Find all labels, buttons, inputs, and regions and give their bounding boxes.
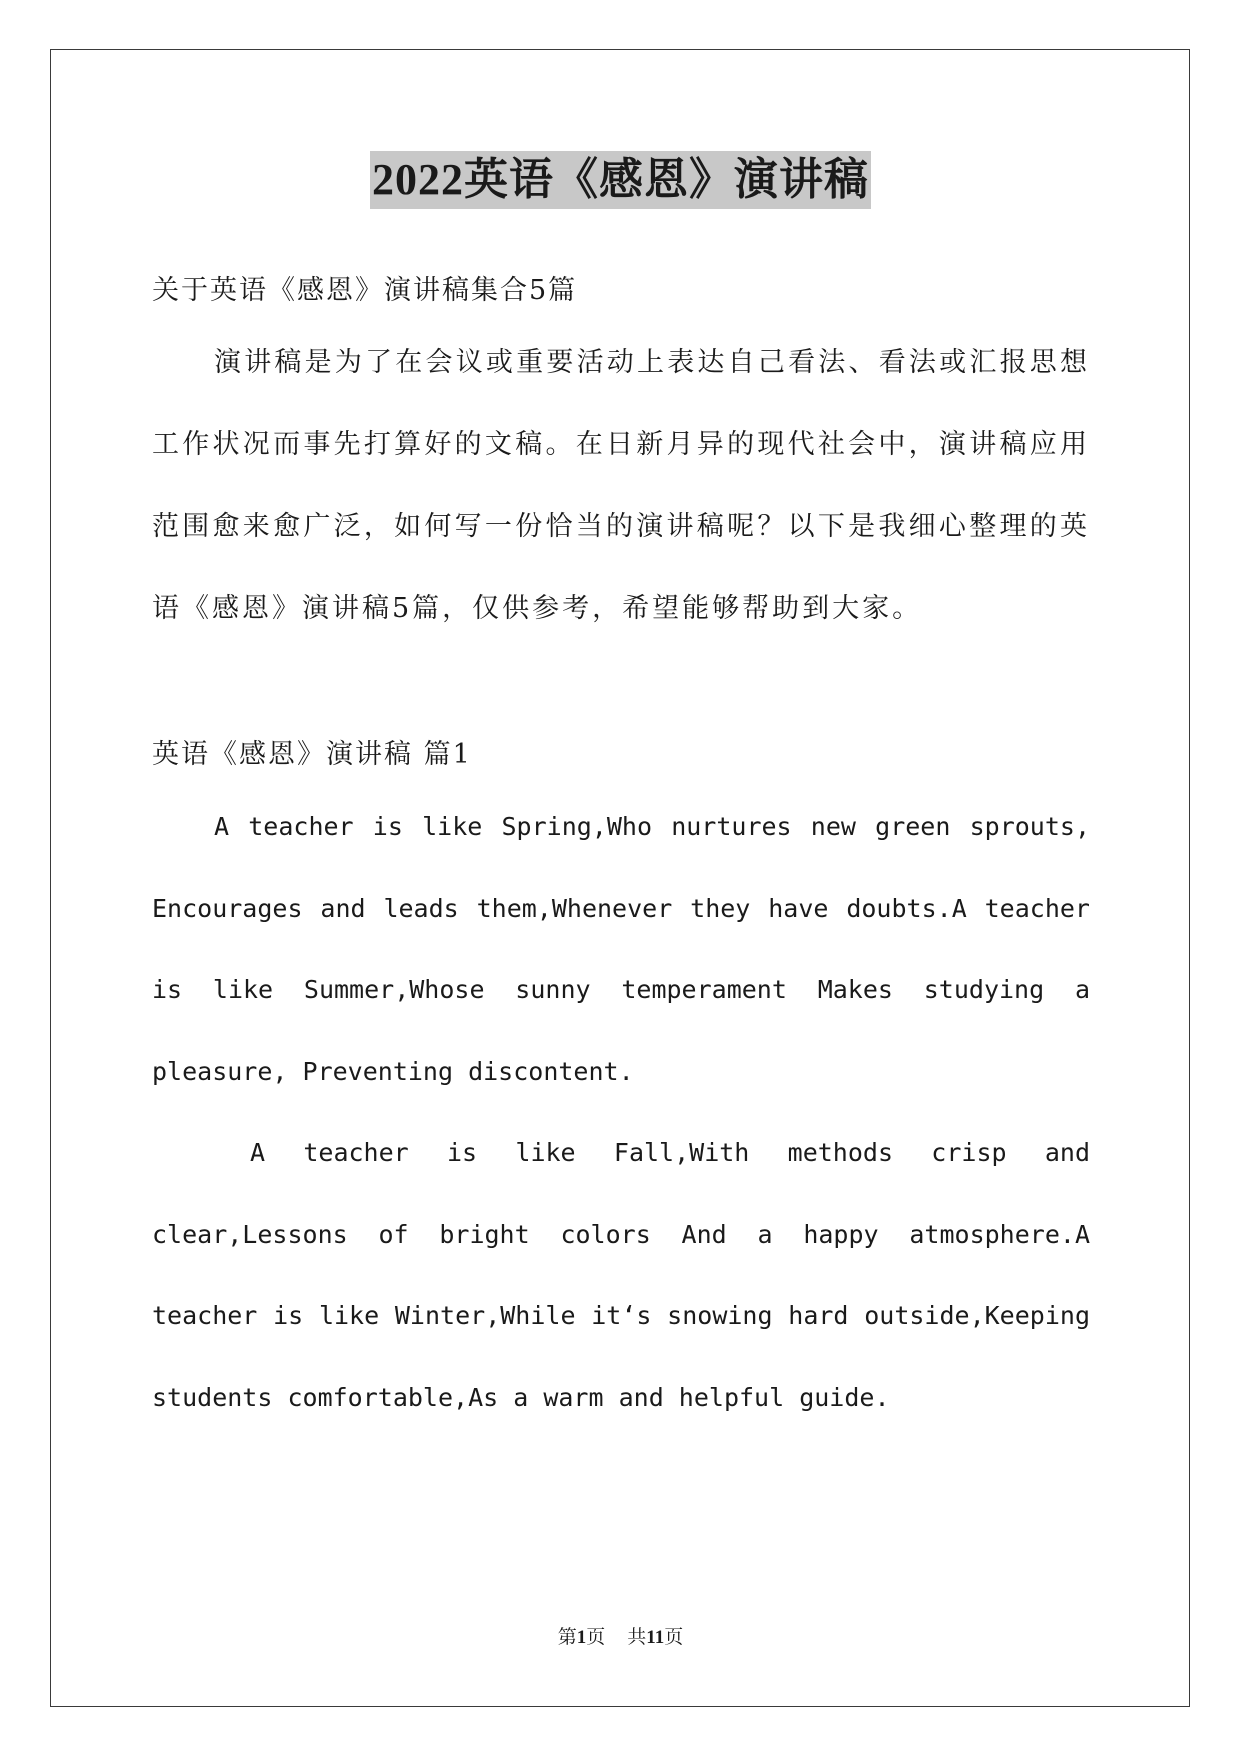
total-unit: 页 — [664, 1627, 684, 1648]
total-prefix: 共 — [627, 1627, 647, 1648]
document-body — [152, 260, 1090, 1438]
page-prefix: 第 — [557, 1627, 577, 1648]
page-footer — [0, 1626, 1241, 1650]
english-paragraph-1: A teacher is like Spring,Who nurtures new green sprouts, Encourages and leads them,Whenever they have doubts.A teacher is like Summer,Whose sunny temperament Makes studying a pleasure, Preventing discontent. — [152, 812, 1090, 1086]
title-container — [0, 151, 1241, 209]
page-unit: 页 — [586, 1627, 606, 1648]
intro-paragraph: 演讲稿是为了在会议或重要活动上表达自己看法、看法或汇报思想工作状况而事先打算好的文稿。在日新月异的现代社会中，演讲稿应用范围愈来愈广泛，如何写一份恰当的演讲稿呢？以下是我细心整理的英语《感恩》演讲稿5篇，仅供参考，希望能够帮助到大家。 — [152, 347, 1090, 624]
english-paragraph-2: A teacher is like Fall,With methods crisp and clear,Lessons of bright colors And a happy atmosphere.A teacher is like Winter,While it‘s snowing hard outside,Keeping students comfortable,As a warm and helpful guide. — [152, 1138, 1090, 1412]
document-subtitle: 关于英语《感恩》演讲稿集合5篇 — [152, 275, 578, 306]
document-title: 2022英语《感恩》演讲稿 — [370, 151, 871, 209]
page-number: 1 — [576, 1627, 587, 1648]
section-heading: 英语《感恩》演讲稿 篇1 — [152, 739, 472, 770]
page-total: 11 — [646, 1627, 665, 1648]
